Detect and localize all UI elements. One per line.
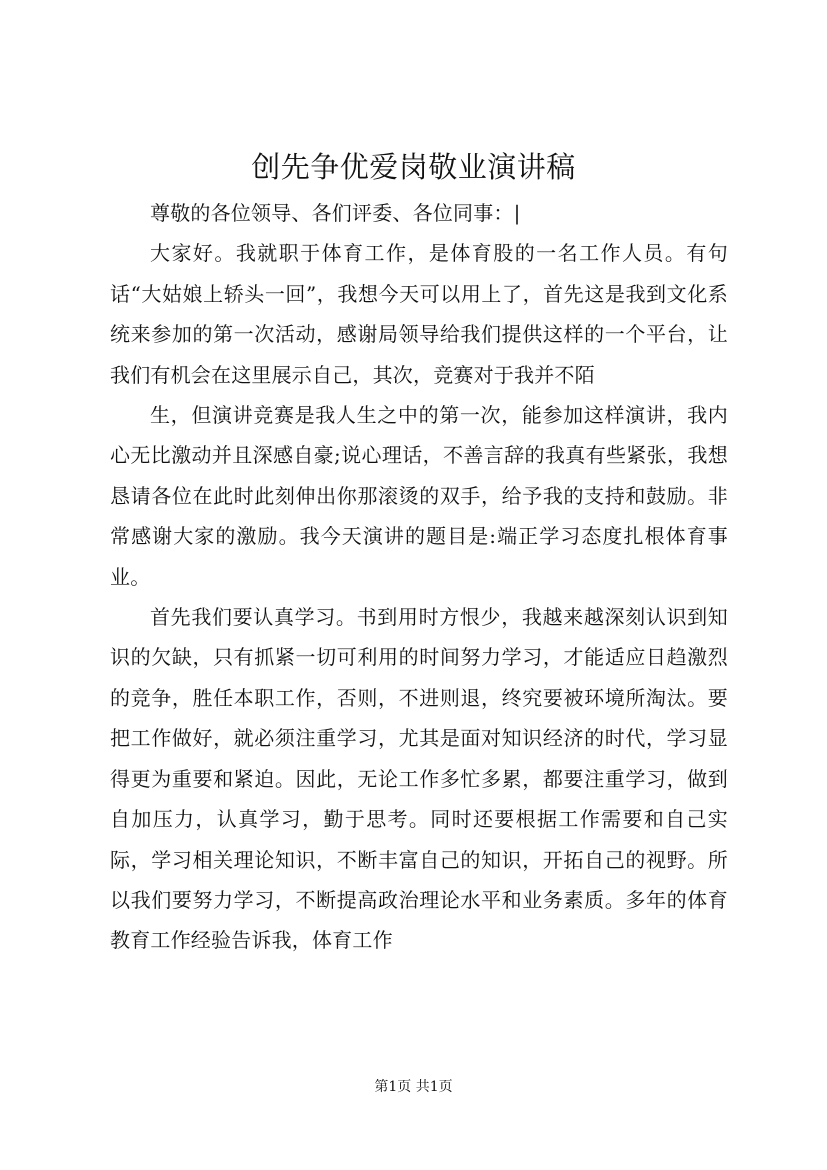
paragraph: 首先我们要认真学习。书到用时方恨少，我越来越深刻认识到知识的欠缺，只有抓紧一切可利用的时间努力学习，才能适应日趋激烈的竞争，胜任本职工作，否则，不进则退，终究要被环境所淘汰。要把工作做好，就必须注重学习，尤其是面对知识经济的时代，学习显得更为重要和紧迫。因此，无论工作多忙多累，都要注重学习，做到自加压力，认真学习，勤于思考。同时还要根据工作需要和自己实际，学习相关理论知识，不断丰富自己的知识，开拓自己的视野。所以我们要努力学习，不断提高政治理论水平和业务素质。多年的体育教育工作经验告诉我，体育工作 — [110, 605, 728, 953]
document-body — [110, 193, 728, 961]
greeting-line: 尊敬的各位领导、各们评委、各位同事：| — [150, 201, 521, 225]
paragraph: 大家好。我就职于体育工作，是体育股的一名工作人员。有句话“大姑娘上轿头一回”，我想今天可以用上了，首先这是我到文化系统来参加的第一次活动，感谢局领导给我们提供这样的一个平台，让我们有机会在这里展示自己，其次，竞赛对于我并不陌 — [110, 241, 728, 387]
page-footer: 第1页 共1页 — [374, 1079, 453, 1095]
paragraph: 生，但演讲竞赛是我人生之中的第一次，能参加这样演讲，我内心无比激动并且深感自豪;说心理话，不善言辞的我真有些紧张，我想恳请各位在此时此刻伸出你那滚烫的双手，给予我的支持和鼓励。非常感谢大家的激励。我今天演讲的题目是:端正学习态度扎根体育事业。 — [110, 403, 728, 589]
document-title: 创先争优爱岗敬业演讲稿 — [251, 150, 576, 184]
